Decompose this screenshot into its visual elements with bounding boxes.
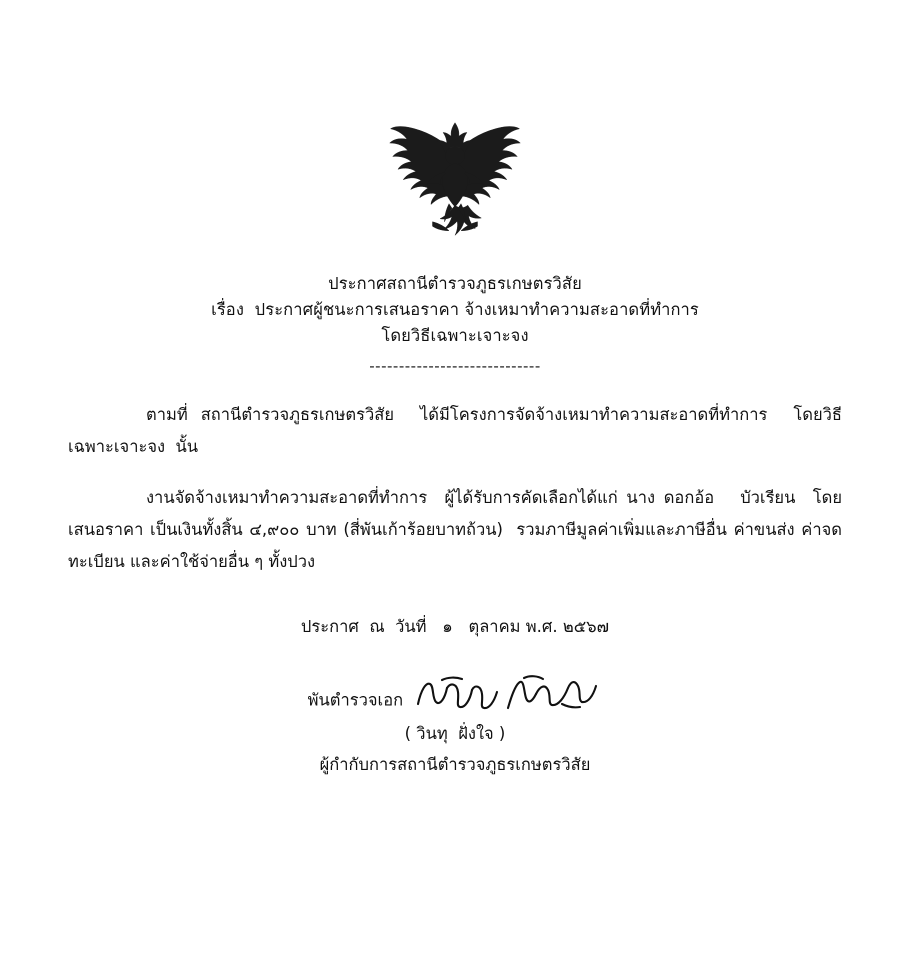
heading-line-3: โดยวิธีเฉพาะเจาะจง: [381, 326, 529, 346]
handwritten-signature-icon: [412, 674, 602, 718]
signer-name: ( วินทุ ฝั่งใจ ): [404, 724, 506, 744]
document-heading: [68, 271, 842, 349]
heading-line-2: เรื่อง ประกาศผู้ชนะการเสนอราคา จ้างเหมาทำความสะอาดที่ทำการ: [211, 300, 699, 320]
signature-block: [68, 684, 842, 781]
signature-rank-row: [308, 684, 603, 718]
emblem-container: [68, 0, 842, 253]
signer-rank: พันตำรวจเอก: [307, 690, 404, 710]
body-paragraph-1: ตามที่ สถานีตำรวจภูธรเกษตรวิสัย ได้มีโครงการจัดจ้างเหมาทำความสะอาดที่ทำการ โดยวิธีเฉพาะเจาะจง นั้น: [68, 405, 842, 457]
heading-line-1: ประกาศสถานีตำรวจภูธรเกษตรวิสัย: [328, 274, 582, 293]
announcement-date: ประกาศ ณ วันที่ ๑ ตุลาคม พ.ศ. ๒๕๖๗: [300, 617, 610, 637]
body-paragraph-2: งานจัดจ้างเหมาทำความสะอาดที่ทำการ ผู้ได้รับการคัดเลือกได้แก่ นาง ดอกอ้อ บัวเรียน โดยเสนอราคา เป็นเงินทั้งสิ้น ๔,๙๐๐ บาท (สี่พันเก้าร้อยบาทถ้วน) รวมภาษีมูลค่าเพิ่มและภาษีอื่น ค่าขนส่ง ค่าจดทะเบียน และค่าใช้จ่ายอื่น ๆ ทั้งปวง: [68, 487, 842, 571]
signer-position: ผู้กำกับการสถานีตำรวจภูธรเกษตรวิสัย: [319, 755, 591, 775]
heading-divider: -----------------------------: [369, 357, 541, 376]
document-body: [68, 399, 842, 578]
garuda-emblem-icon: [380, 108, 530, 253]
